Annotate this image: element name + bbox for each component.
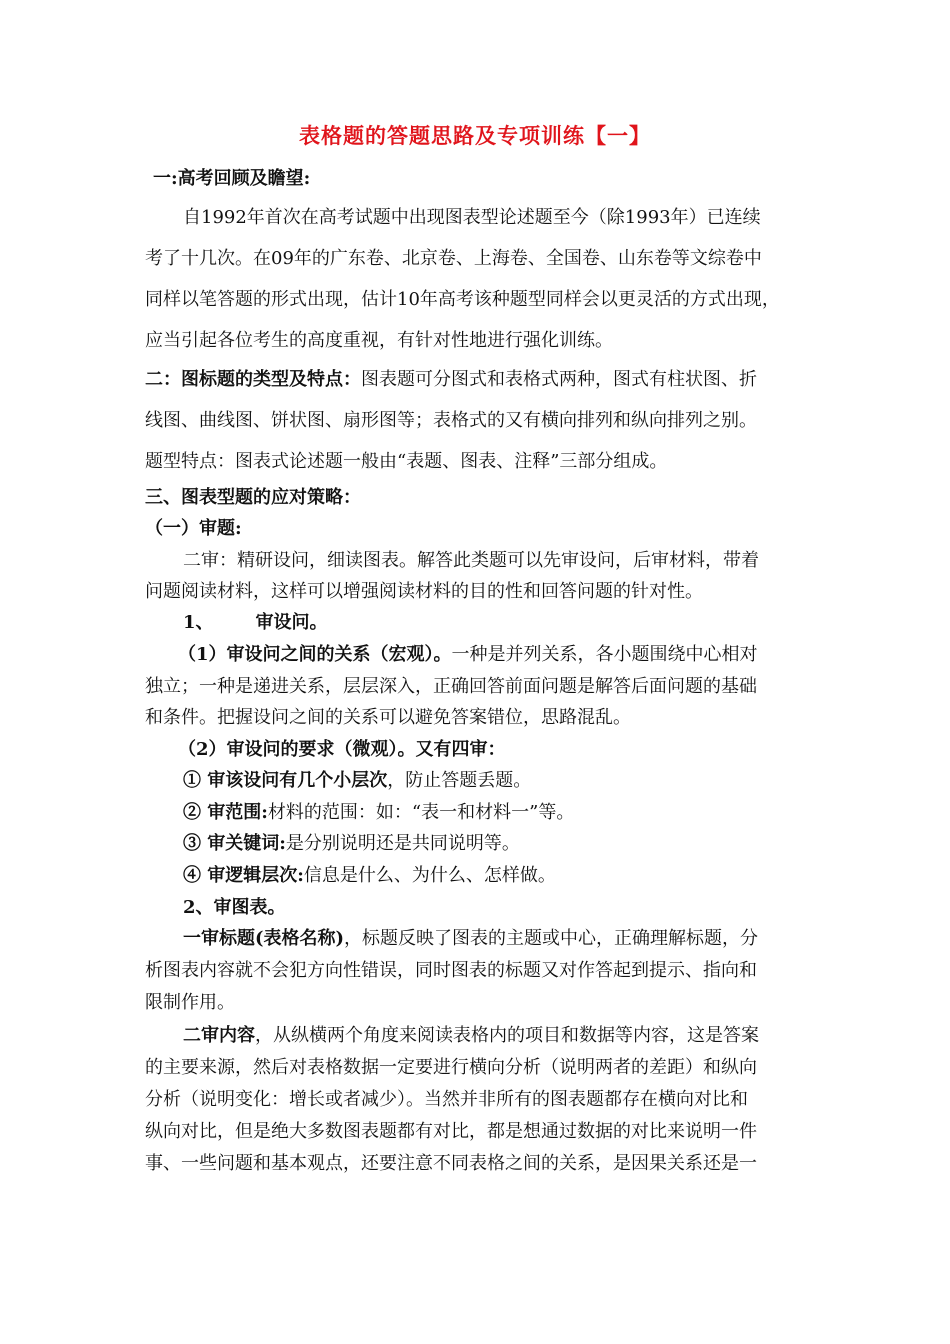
paragraph-line: 同样以笔答题的形式出现，估计10年高考该种题型同样会以更灵活的方式出现， — [145, 289, 780, 310]
paragraph-text: ，从纵横两个角度来阅读表格内的项目和数据等内容，这是答案 — [255, 1025, 759, 1046]
item-1-label: 审设问。 — [255, 612, 328, 633]
check-item-1 — [183, 767, 853, 795]
paragraph-line: 独立；一种是递进关系，层层深入，正确回答前面问题是解答后面问题的基础 — [145, 676, 757, 697]
paragraph-line — [183, 1022, 853, 1050]
paragraph-line: 事、一些问题和基本观点，还要注意不同表格之间的关系，是因果关系还是一 — [145, 1153, 757, 1174]
bold-lead: 一审标题(表格名称) — [183, 928, 345, 949]
paragraph-line: 析图表内容就不会犯方向性错误，同时图表的标题又对作答起到提示、指向和 — [145, 960, 757, 981]
paragraph-text: 材料的范围：如：“表一和材料一”等。 — [267, 802, 575, 823]
paragraph-text: 是分别说明还是共同说明等。 — [285, 833, 520, 854]
paragraph-text: ，防止答题丢题。 — [387, 770, 532, 791]
bold-lead: ① 审该设问有几个小层次 — [183, 770, 388, 791]
section-heading-3: 三、图表型题的应对策略： — [145, 487, 361, 508]
paragraph-line: 二审：精研设问，细读图表。解答此类题可以先审设问，后审材料，带着 — [183, 550, 759, 571]
bold-lead: 二审内容 — [183, 1025, 255, 1046]
paragraph-text: 信息是什么、为什么、怎样做。 — [303, 865, 556, 886]
paragraph-text: 图表题可分图式和表格式两种，图式有柱状图、折 — [361, 369, 757, 390]
paragraph-line: 分析（说明变化：增长或者减少）。当然并非所有的图表题都存在横向对比和 — [145, 1089, 748, 1110]
paragraph-line: 纵向对比，但是绝大多数图表题都有对比，都是想通过数据的对比来说明一件 — [145, 1121, 757, 1142]
item-1-heading — [183, 609, 853, 637]
paragraph-line: 的主要来源，然后对表格数据一定要进行横向分析（说明两者的差距）和纵向 — [145, 1057, 757, 1078]
check-item-3 — [183, 830, 853, 858]
paragraph-line: 应当引起各位考生的高度重视，有针对性地进行强化训练。 — [145, 330, 613, 351]
paragraph-line: 问题阅读材料，这样可以增强阅读材料的目的性和回答问题的针对性。 — [145, 581, 703, 602]
check-item-2 — [183, 799, 853, 827]
paragraph-line: 自1992年首次在高考试题中出现图表型论述题至今（除1993年）已连续 — [183, 207, 761, 228]
item-2-heading: 2、审图表。 — [183, 897, 286, 918]
paragraph-line: 限制作用。 — [145, 992, 235, 1013]
subheading-review: （一）审题: — [145, 518, 242, 539]
paragraph-line — [178, 641, 848, 669]
paragraph-line — [183, 925, 853, 953]
paragraph-text: ，标题反映了图表的主题或中心，正确理解标题，分 — [344, 928, 759, 949]
bold-lead: ④ 审逻辑层次: — [183, 865, 304, 886]
bold-lead: ② 审范围: — [183, 802, 268, 823]
paragraph-line: 线图、曲线图、饼状图、扇形图等；表格式的又有横向排列和纵向排列之别。 — [145, 410, 757, 431]
section-2-line — [145, 366, 815, 394]
subitem-2-heading: （2）审设问的要求（微观）。又有四审： — [178, 739, 506, 760]
bold-lead: （1）审设问之间的关系（宏观）。 — [178, 644, 452, 665]
section-heading-2: 二：图标题的类型及特点： — [145, 369, 361, 390]
bold-lead: ③ 审关键词: — [183, 833, 286, 854]
paragraph-text: 一种是并列关系，各小题围绕中心相对 — [451, 644, 758, 665]
paragraph-line: 题型特点：图表式论述题一般由“表题、图表、注释”三部分组成。 — [145, 451, 668, 472]
page-title: 表格题的答题思路及专项训练【一】 — [299, 123, 651, 148]
paragraph-line: 和条件。把握设问之间的关系可以避免答案错位，思路混乱。 — [145, 707, 631, 728]
check-item-4 — [183, 862, 853, 890]
item-1-number: 1、 — [183, 612, 214, 633]
section-heading-1: 一:高考回顾及瞻望: — [153, 168, 311, 189]
paragraph-line: 考了十几次。在09年的广东卷、北京卷、上海卷、全国卷、山东卷等文综卷中 — [145, 248, 762, 269]
